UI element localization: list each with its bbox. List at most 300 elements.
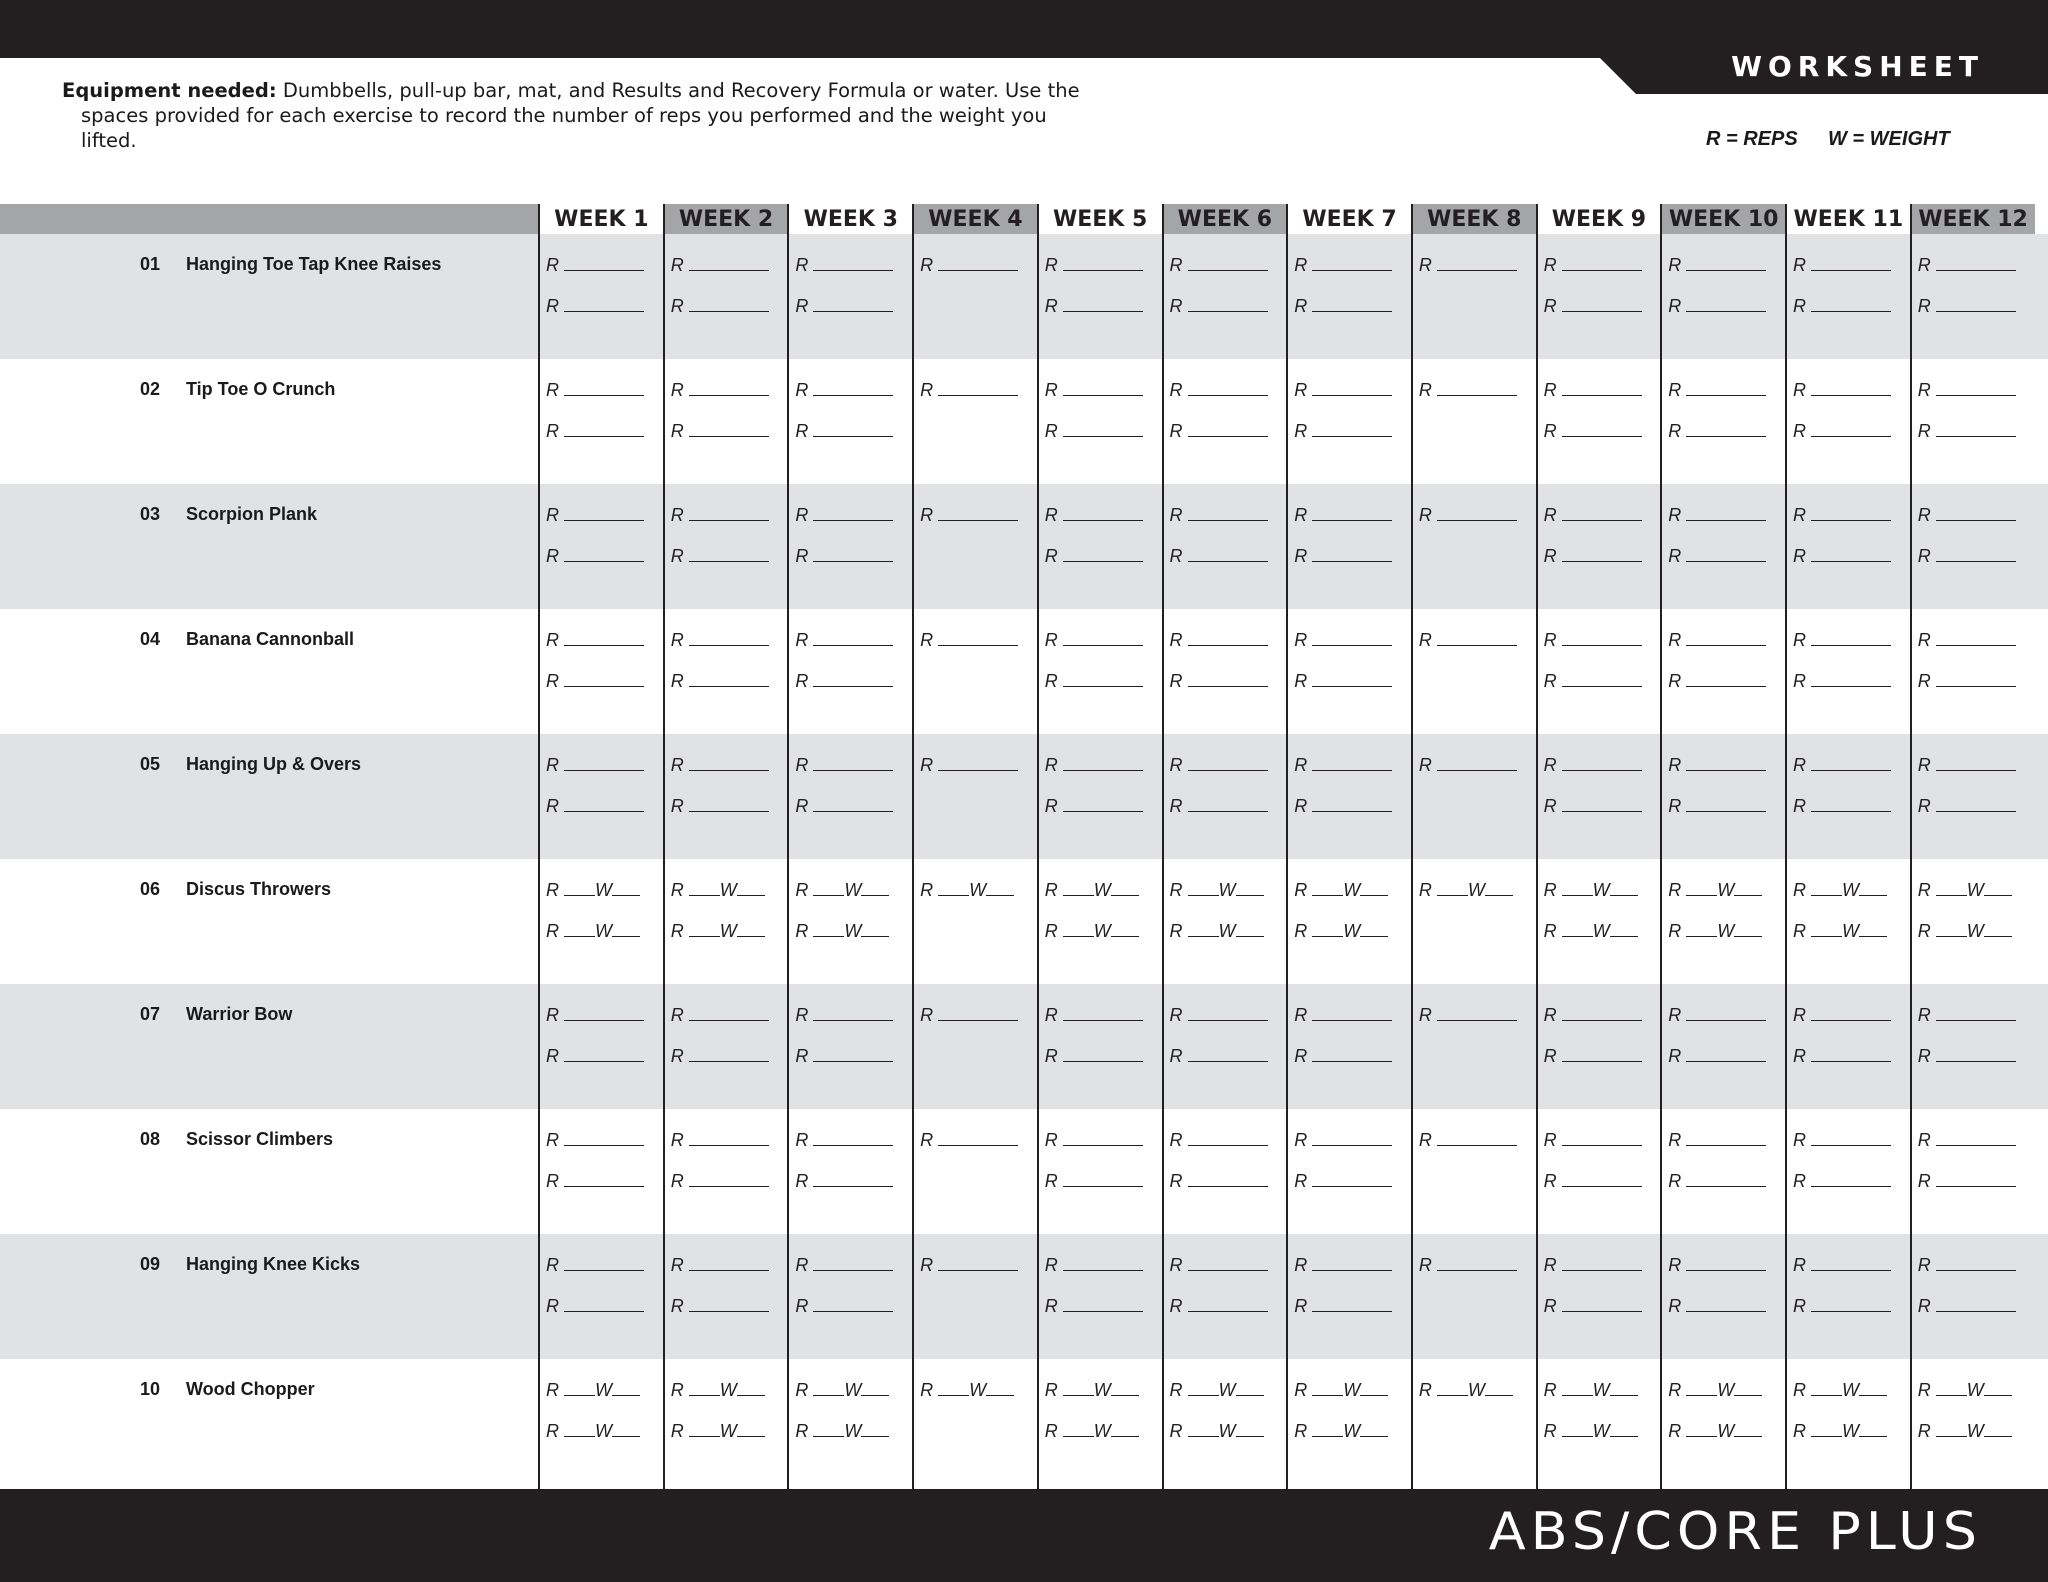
reps-entry[interactable] (1294, 505, 1392, 526)
reps-entry[interactable] (1918, 421, 2016, 442)
reps-weight-entry[interactable] (1294, 880, 1388, 901)
reps-entry[interactable] (1045, 546, 1143, 567)
reps-blank[interactable] (1562, 1131, 1642, 1146)
reps-blank[interactable] (689, 1297, 769, 1312)
weight-blank[interactable] (1236, 1381, 1264, 1396)
weight-blank[interactable] (1984, 881, 2012, 896)
reps-entry[interactable] (1668, 1296, 1766, 1317)
reps-entry[interactable] (1419, 755, 1517, 776)
reps-blank[interactable] (1312, 256, 1392, 271)
reps-blank[interactable] (1562, 881, 1593, 896)
reps-entry[interactable] (1793, 255, 1891, 276)
reps-entry[interactable] (1544, 796, 1642, 817)
reps-entry[interactable] (1544, 671, 1642, 692)
reps-blank[interactable] (1686, 756, 1766, 771)
reps-blank[interactable] (564, 1297, 644, 1312)
weight-blank[interactable] (737, 1422, 765, 1437)
weight-blank[interactable] (1236, 881, 1264, 896)
reps-blank[interactable] (689, 756, 769, 771)
reps-entry[interactable] (671, 630, 769, 651)
reps-entry[interactable] (795, 1005, 893, 1026)
reps-blank[interactable] (564, 1131, 644, 1146)
reps-blank[interactable] (1312, 1381, 1343, 1396)
reps-blank[interactable] (1811, 1172, 1891, 1187)
reps-entry[interactable] (920, 255, 1018, 276)
reps-entry[interactable] (1668, 630, 1766, 651)
reps-blank[interactable] (1562, 672, 1642, 687)
reps-blank[interactable] (1686, 1381, 1717, 1396)
reps-entry[interactable] (795, 630, 893, 651)
reps-blank[interactable] (564, 1381, 595, 1396)
reps-entry[interactable] (795, 380, 893, 401)
reps-blank[interactable] (1437, 506, 1517, 521)
reps-weight-entry[interactable] (1668, 880, 1762, 901)
reps-entry[interactable] (1793, 630, 1891, 651)
reps-entry[interactable] (546, 1130, 644, 1151)
reps-entry[interactable] (671, 505, 769, 526)
weight-blank[interactable] (1984, 1381, 2012, 1396)
reps-blank[interactable] (1562, 1256, 1642, 1271)
reps-entry[interactable] (1544, 1005, 1642, 1026)
reps-blank[interactable] (1811, 756, 1891, 771)
reps-entry[interactable] (1544, 1130, 1642, 1151)
reps-blank[interactable] (1063, 672, 1143, 687)
reps-weight-entry[interactable] (1918, 1380, 2012, 1401)
reps-weight-entry[interactable] (1918, 880, 2012, 901)
reps-blank[interactable] (1063, 506, 1143, 521)
weight-blank[interactable] (1610, 1381, 1638, 1396)
reps-entry[interactable] (795, 255, 893, 276)
reps-entry[interactable] (1668, 1046, 1766, 1067)
reps-blank[interactable] (1811, 256, 1891, 271)
reps-entry[interactable] (795, 505, 893, 526)
reps-blank[interactable] (813, 797, 893, 812)
reps-blank[interactable] (1063, 256, 1143, 271)
reps-blank[interactable] (1811, 1422, 1842, 1437)
reps-weight-entry[interactable] (546, 921, 640, 942)
reps-blank[interactable] (1936, 1422, 1967, 1437)
reps-blank[interactable] (1063, 1131, 1143, 1146)
reps-entry[interactable] (1419, 630, 1517, 651)
reps-blank[interactable] (1437, 256, 1517, 271)
reps-entry[interactable] (795, 1171, 893, 1192)
weight-blank[interactable] (1734, 881, 1762, 896)
weight-blank[interactable] (1360, 1381, 1388, 1396)
reps-blank[interactable] (1312, 381, 1392, 396)
reps-blank[interactable] (938, 1006, 1018, 1021)
reps-entry[interactable] (546, 505, 644, 526)
reps-blank[interactable] (1936, 381, 2016, 396)
reps-blank[interactable] (1936, 1047, 2016, 1062)
reps-entry[interactable] (1793, 796, 1891, 817)
reps-blank[interactable] (1188, 297, 1268, 312)
weight-blank[interactable] (861, 922, 889, 937)
reps-entry[interactable] (1918, 1005, 2016, 1026)
reps-blank[interactable] (1562, 1297, 1642, 1312)
reps-weight-entry[interactable] (1544, 921, 1638, 942)
reps-entry[interactable] (1918, 546, 2016, 567)
weight-blank[interactable] (1360, 881, 1388, 896)
reps-entry[interactable] (1918, 1046, 2016, 1067)
reps-entry[interactable] (1793, 505, 1891, 526)
reps-entry[interactable] (546, 630, 644, 651)
reps-entry[interactable] (1793, 755, 1891, 776)
reps-entry[interactable] (1294, 546, 1392, 567)
reps-entry[interactable] (671, 755, 769, 776)
reps-entry[interactable] (671, 1130, 769, 1151)
reps-blank[interactable] (938, 631, 1018, 646)
reps-entry[interactable] (1045, 630, 1143, 651)
reps-blank[interactable] (1063, 631, 1143, 646)
reps-entry[interactable] (1294, 1130, 1392, 1151)
reps-blank[interactable] (813, 1381, 844, 1396)
reps-blank[interactable] (1562, 547, 1642, 562)
reps-blank[interactable] (813, 547, 893, 562)
reps-entry[interactable] (546, 380, 644, 401)
reps-weight-entry[interactable] (1294, 1380, 1388, 1401)
reps-entry[interactable] (671, 1005, 769, 1026)
reps-blank[interactable] (1063, 381, 1143, 396)
reps-blank[interactable] (1936, 297, 2016, 312)
reps-weight-entry[interactable] (671, 880, 765, 901)
reps-entry[interactable] (1419, 1005, 1517, 1026)
reps-entry[interactable] (795, 755, 893, 776)
reps-weight-entry[interactable] (795, 921, 889, 942)
reps-entry[interactable] (1045, 421, 1143, 442)
reps-blank[interactable] (1811, 1131, 1891, 1146)
reps-blank[interactable] (564, 881, 595, 896)
reps-entry[interactable] (546, 1296, 644, 1317)
reps-blank[interactable] (1312, 422, 1392, 437)
reps-blank[interactable] (1188, 756, 1268, 771)
weight-blank[interactable] (1859, 881, 1887, 896)
reps-blank[interactable] (1811, 422, 1891, 437)
reps-blank[interactable] (1562, 1422, 1593, 1437)
reps-entry[interactable] (1918, 796, 2016, 817)
reps-entry[interactable] (546, 1046, 644, 1067)
reps-blank[interactable] (1312, 1006, 1392, 1021)
reps-entry[interactable] (1045, 1005, 1143, 1026)
weight-blank[interactable] (1360, 922, 1388, 937)
reps-blank[interactable] (813, 922, 844, 937)
reps-entry[interactable] (671, 1171, 769, 1192)
reps-blank[interactable] (813, 506, 893, 521)
reps-entry[interactable] (1793, 296, 1891, 317)
reps-entry[interactable] (1170, 255, 1268, 276)
reps-blank[interactable] (1936, 422, 2016, 437)
reps-weight-entry[interactable] (1668, 1421, 1762, 1442)
reps-entry[interactable] (795, 421, 893, 442)
reps-blank[interactable] (1437, 756, 1517, 771)
reps-entry[interactable] (1170, 1296, 1268, 1317)
reps-entry[interactable] (795, 546, 893, 567)
reps-entry[interactable] (1170, 671, 1268, 692)
reps-blank[interactable] (689, 631, 769, 646)
reps-blank[interactable] (1686, 1131, 1766, 1146)
reps-weight-entry[interactable] (795, 880, 889, 901)
reps-blank[interactable] (1188, 381, 1268, 396)
reps-blank[interactable] (1188, 506, 1268, 521)
reps-entry[interactable] (671, 1255, 769, 1276)
reps-weight-entry[interactable] (1918, 1421, 2012, 1442)
weight-blank[interactable] (1610, 1422, 1638, 1437)
reps-blank[interactable] (1188, 881, 1219, 896)
reps-blank[interactable] (1936, 1256, 2016, 1271)
reps-entry[interactable] (1544, 1171, 1642, 1192)
reps-entry[interactable] (1419, 1255, 1517, 1276)
reps-blank[interactable] (1437, 1381, 1468, 1396)
reps-weight-entry[interactable] (671, 921, 765, 942)
reps-entry[interactable] (1918, 1130, 2016, 1151)
reps-blank[interactable] (1063, 1172, 1143, 1187)
reps-blank[interactable] (1936, 506, 2016, 521)
reps-blank[interactable] (1811, 672, 1891, 687)
weight-blank[interactable] (1984, 1422, 2012, 1437)
reps-blank[interactable] (1562, 1006, 1642, 1021)
reps-blank[interactable] (1811, 1297, 1891, 1312)
reps-entry[interactable] (1045, 296, 1143, 317)
reps-blank[interactable] (1686, 1256, 1766, 1271)
reps-blank[interactable] (1562, 381, 1642, 396)
reps-blank[interactable] (689, 506, 769, 521)
reps-entry[interactable] (1668, 1130, 1766, 1151)
reps-entry[interactable] (1668, 380, 1766, 401)
reps-blank[interactable] (1936, 672, 2016, 687)
weight-blank[interactable] (1236, 1422, 1264, 1437)
reps-weight-entry[interactable] (1419, 880, 1513, 901)
reps-entry[interactable] (1668, 755, 1766, 776)
reps-weight-entry[interactable] (795, 1380, 889, 1401)
reps-blank[interactable] (1188, 1172, 1268, 1187)
reps-weight-entry[interactable] (920, 880, 1014, 901)
reps-blank[interactable] (1063, 1006, 1143, 1021)
reps-entry[interactable] (546, 1005, 644, 1026)
reps-blank[interactable] (1063, 1422, 1094, 1437)
reps-entry[interactable] (1668, 796, 1766, 817)
reps-entry[interactable] (1170, 630, 1268, 651)
reps-blank[interactable] (1936, 797, 2016, 812)
weight-blank[interactable] (861, 1381, 889, 1396)
reps-entry[interactable] (1045, 255, 1143, 276)
reps-blank[interactable] (564, 1422, 595, 1437)
reps-blank[interactable] (1562, 422, 1642, 437)
reps-entry[interactable] (1793, 380, 1891, 401)
reps-entry[interactable] (1793, 1255, 1891, 1276)
reps-blank[interactable] (1312, 1172, 1392, 1187)
reps-blank[interactable] (813, 256, 893, 271)
reps-blank[interactable] (1936, 922, 1967, 937)
reps-blank[interactable] (689, 547, 769, 562)
reps-weight-entry[interactable] (546, 880, 640, 901)
reps-entry[interactable] (1544, 505, 1642, 526)
reps-blank[interactable] (1188, 1381, 1219, 1396)
weight-blank[interactable] (986, 881, 1014, 896)
reps-blank[interactable] (1811, 1006, 1891, 1021)
reps-blank[interactable] (1811, 547, 1891, 562)
reps-blank[interactable] (938, 881, 969, 896)
reps-entry[interactable] (1170, 1046, 1268, 1067)
reps-blank[interactable] (564, 256, 644, 271)
reps-blank[interactable] (1686, 256, 1766, 271)
weight-blank[interactable] (1111, 1422, 1139, 1437)
reps-blank[interactable] (813, 1047, 893, 1062)
reps-entry[interactable] (1294, 796, 1392, 817)
weight-blank[interactable] (1610, 922, 1638, 937)
reps-blank[interactable] (689, 1047, 769, 1062)
reps-blank[interactable] (1063, 1297, 1143, 1312)
reps-blank[interactable] (938, 1256, 1018, 1271)
reps-entry[interactable] (1294, 630, 1392, 651)
weight-blank[interactable] (861, 881, 889, 896)
reps-blank[interactable] (938, 1381, 969, 1396)
reps-entry[interactable] (795, 296, 893, 317)
reps-blank[interactable] (1686, 672, 1766, 687)
reps-blank[interactable] (1936, 1381, 1967, 1396)
reps-blank[interactable] (1312, 672, 1392, 687)
reps-blank[interactable] (1312, 547, 1392, 562)
reps-blank[interactable] (1063, 422, 1143, 437)
reps-blank[interactable] (1063, 797, 1143, 812)
reps-entry[interactable] (1294, 1171, 1392, 1192)
reps-blank[interactable] (564, 797, 644, 812)
reps-entry[interactable] (1170, 1005, 1268, 1026)
reps-blank[interactable] (1811, 922, 1842, 937)
weight-blank[interactable] (1485, 881, 1513, 896)
reps-entry[interactable] (1918, 296, 2016, 317)
reps-blank[interactable] (1063, 881, 1094, 896)
reps-entry[interactable] (1045, 1255, 1143, 1276)
reps-blank[interactable] (813, 756, 893, 771)
reps-entry[interactable] (1793, 1171, 1891, 1192)
reps-entry[interactable] (1793, 1296, 1891, 1317)
reps-blank[interactable] (1437, 1131, 1517, 1146)
reps-entry[interactable] (1668, 255, 1766, 276)
reps-blank[interactable] (938, 381, 1018, 396)
reps-blank[interactable] (1811, 297, 1891, 312)
reps-blank[interactable] (1188, 797, 1268, 812)
reps-entry[interactable] (671, 1296, 769, 1317)
reps-entry[interactable] (1918, 630, 2016, 651)
reps-blank[interactable] (1686, 1172, 1766, 1187)
reps-blank[interactable] (689, 922, 720, 937)
reps-blank[interactable] (1437, 1006, 1517, 1021)
reps-weight-entry[interactable] (1045, 1380, 1139, 1401)
reps-blank[interactable] (1562, 297, 1642, 312)
reps-entry[interactable] (1170, 380, 1268, 401)
reps-entry[interactable] (920, 380, 1018, 401)
reps-entry[interactable] (1294, 255, 1392, 276)
reps-entry[interactable] (1918, 755, 2016, 776)
weight-blank[interactable] (1859, 1422, 1887, 1437)
reps-blank[interactable] (1811, 881, 1842, 896)
reps-blank[interactable] (1811, 1047, 1891, 1062)
reps-blank[interactable] (689, 1256, 769, 1271)
reps-entry[interactable] (795, 1255, 893, 1276)
reps-weight-entry[interactable] (1918, 921, 2012, 942)
reps-entry[interactable] (671, 421, 769, 442)
reps-blank[interactable] (938, 1131, 1018, 1146)
reps-blank[interactable] (1063, 922, 1094, 937)
reps-blank[interactable] (1188, 422, 1268, 437)
reps-entry[interactable] (1918, 1171, 2016, 1192)
reps-entry[interactable] (1668, 421, 1766, 442)
reps-entry[interactable] (1544, 755, 1642, 776)
reps-weight-entry[interactable] (1668, 1380, 1762, 1401)
weight-blank[interactable] (612, 881, 640, 896)
reps-blank[interactable] (1811, 1256, 1891, 1271)
reps-entry[interactable] (1170, 796, 1268, 817)
reps-blank[interactable] (1063, 297, 1143, 312)
reps-entry[interactable] (1544, 380, 1642, 401)
reps-blank[interactable] (564, 631, 644, 646)
reps-entry[interactable] (1045, 1130, 1143, 1151)
reps-entry[interactable] (795, 1046, 893, 1067)
reps-entry[interactable] (671, 671, 769, 692)
reps-blank[interactable] (1063, 1256, 1143, 1271)
reps-entry[interactable] (1294, 421, 1392, 442)
reps-blank[interactable] (1437, 881, 1468, 896)
reps-blank[interactable] (1063, 547, 1143, 562)
reps-blank[interactable] (1312, 1256, 1392, 1271)
weight-blank[interactable] (612, 1381, 640, 1396)
reps-blank[interactable] (1312, 506, 1392, 521)
reps-blank[interactable] (1811, 381, 1891, 396)
weight-blank[interactable] (612, 1422, 640, 1437)
reps-weight-entry[interactable] (795, 1421, 889, 1442)
reps-entry[interactable] (1668, 505, 1766, 526)
reps-blank[interactable] (1562, 1047, 1642, 1062)
reps-blank[interactable] (813, 1006, 893, 1021)
reps-entry[interactable] (1294, 296, 1392, 317)
reps-entry[interactable] (546, 1255, 644, 1276)
reps-weight-entry[interactable] (671, 1421, 765, 1442)
weight-blank[interactable] (1984, 922, 2012, 937)
reps-entry[interactable] (1668, 1171, 1766, 1192)
reps-entry[interactable] (1170, 1130, 1268, 1151)
reps-blank[interactable] (1188, 672, 1268, 687)
reps-entry[interactable] (1419, 380, 1517, 401)
reps-blank[interactable] (1686, 1297, 1766, 1312)
weight-blank[interactable] (1111, 881, 1139, 896)
reps-entry[interactable] (1419, 505, 1517, 526)
reps-blank[interactable] (813, 881, 844, 896)
reps-blank[interactable] (564, 297, 644, 312)
weight-blank[interactable] (1859, 922, 1887, 937)
reps-entry[interactable] (1793, 1046, 1891, 1067)
reps-weight-entry[interactable] (1045, 921, 1139, 942)
reps-entry[interactable] (1918, 255, 2016, 276)
reps-weight-entry[interactable] (671, 1380, 765, 1401)
weight-blank[interactable] (1485, 1381, 1513, 1396)
reps-blank[interactable] (1811, 797, 1891, 812)
reps-blank[interactable] (1188, 1297, 1268, 1312)
reps-blank[interactable] (813, 672, 893, 687)
reps-weight-entry[interactable] (1170, 1421, 1264, 1442)
reps-blank[interactable] (1936, 1131, 2016, 1146)
weight-blank[interactable] (1734, 922, 1762, 937)
reps-entry[interactable] (1045, 755, 1143, 776)
weight-blank[interactable] (986, 1381, 1014, 1396)
reps-blank[interactable] (689, 672, 769, 687)
reps-blank[interactable] (813, 1297, 893, 1312)
reps-blank[interactable] (1562, 922, 1593, 937)
reps-entry[interactable] (1419, 1130, 1517, 1151)
reps-entry[interactable] (1294, 1046, 1392, 1067)
reps-entry[interactable] (1419, 255, 1517, 276)
reps-blank[interactable] (1312, 756, 1392, 771)
reps-blank[interactable] (689, 1006, 769, 1021)
reps-blank[interactable] (1063, 1047, 1143, 1062)
